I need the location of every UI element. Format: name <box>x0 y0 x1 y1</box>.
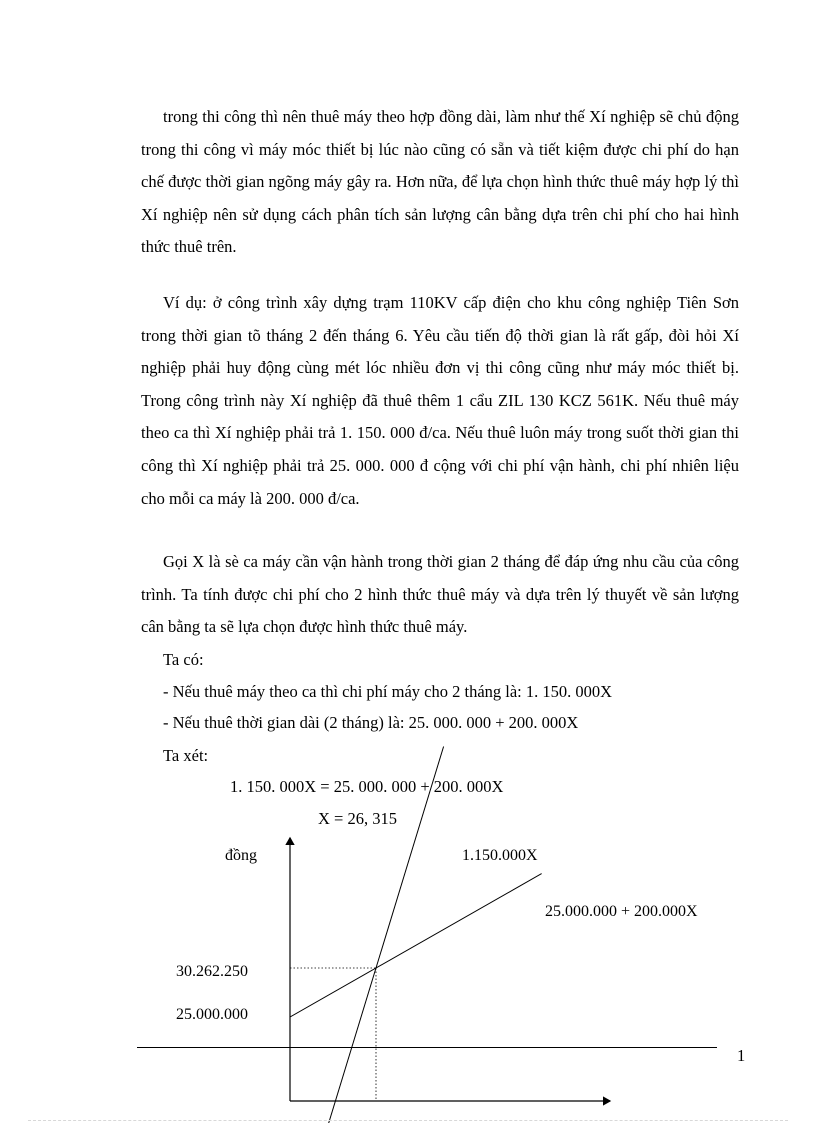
paragraph-2-text: Ví dụ: ở công trình xây dựng trạm 110KV cấp điện cho khu công nghiệp Tiên Sơn trong thời gian tõ tháng 2 đến tháng 6. Yêu cầu tiến độ thời gian là rất gấp, đòi hỏi Xí nghiệp phải huy động cùng mét lóc nhiều đơn vị thi công cũng như máy móc thiết bị. Trong công trình này Xí nghiệp đã thuê thêm 1 cẩu ZIL 130 KCZ 561K. Nếu thuê máy theo ca thì Xí nghiệp phải trả 1. 150. 000 đ/ca. Nếu thuê luôn máy trong suốt thời gian thi công thì Xí nghiệp phải trả 25. 000. 000 đ cộng với chi phí vận hành, chi phí nhiên liệu cho mỗi ca máy là 200. 000 đ/ca. <box>141 293 739 508</box>
page-number: 1 <box>737 1046 746 1065</box>
page-bottom-dashed-rule <box>28 1120 788 1121</box>
solution-line: X = 26, 315 <box>318 809 397 828</box>
series-line-2 <box>290 874 542 1017</box>
series-label-2: 25.000.000 + 200.000X <box>545 903 698 920</box>
case-2-line: - Nếu thuê thời gian dài (2 tháng) là: 25. 000. 000 + 200. 000X <box>163 713 579 732</box>
paragraph-3-text: Gọi X là sè ca máy cần vận hành trong thời gian 2 tháng để đáp ứng nhu cầu của công trình. Ta tính được chi phí cho 2 hình thức thuê máy và dựa trên lý thuyết về sản lượng cân bằng ta sẽ lựa chọn được hình thức thuê máy. <box>141 552 739 637</box>
y-tick-label-intercept: 25.000.000 <box>176 1006 248 1023</box>
paragraph-1-text: trong thi công thì nên thuê máy theo hợp đồng dài, làm như thế Xí nghiệp sẽ chủ động trong thi công vì máy móc thiết bị lúc nào cũng có sẵn và tiết kiệm được chi phí do hạn chế được thời gian ngõng máy gây ra. Hơn nữa, để lựa chọn hình thức thuê máy hợp lý thì Xí nghiệp nên sử dụng cách phân tích sản lượng cân bằng dựa trên chi phí cho hai hình thức thuê trên. <box>141 107 739 257</box>
series-line-1 <box>290 746 444 1123</box>
ta-co-line: Ta có: <box>163 650 204 669</box>
case-1-line: - Nếu thuê máy theo ca thì chi phí máy cho 2 tháng là: 1. 150. 000X <box>163 682 613 701</box>
ta-xet-line: Ta xét: <box>163 746 209 765</box>
equation-line: 1. 150. 000X = 25. 000. 000 + 200. 000X <box>230 777 504 796</box>
series-label-1: 1.150.000X <box>462 847 538 864</box>
y-tick-label-intersection: 30.262.250 <box>176 963 248 980</box>
y-axis-label: đồng <box>225 847 257 864</box>
footer-rule <box>137 1047 717 1048</box>
